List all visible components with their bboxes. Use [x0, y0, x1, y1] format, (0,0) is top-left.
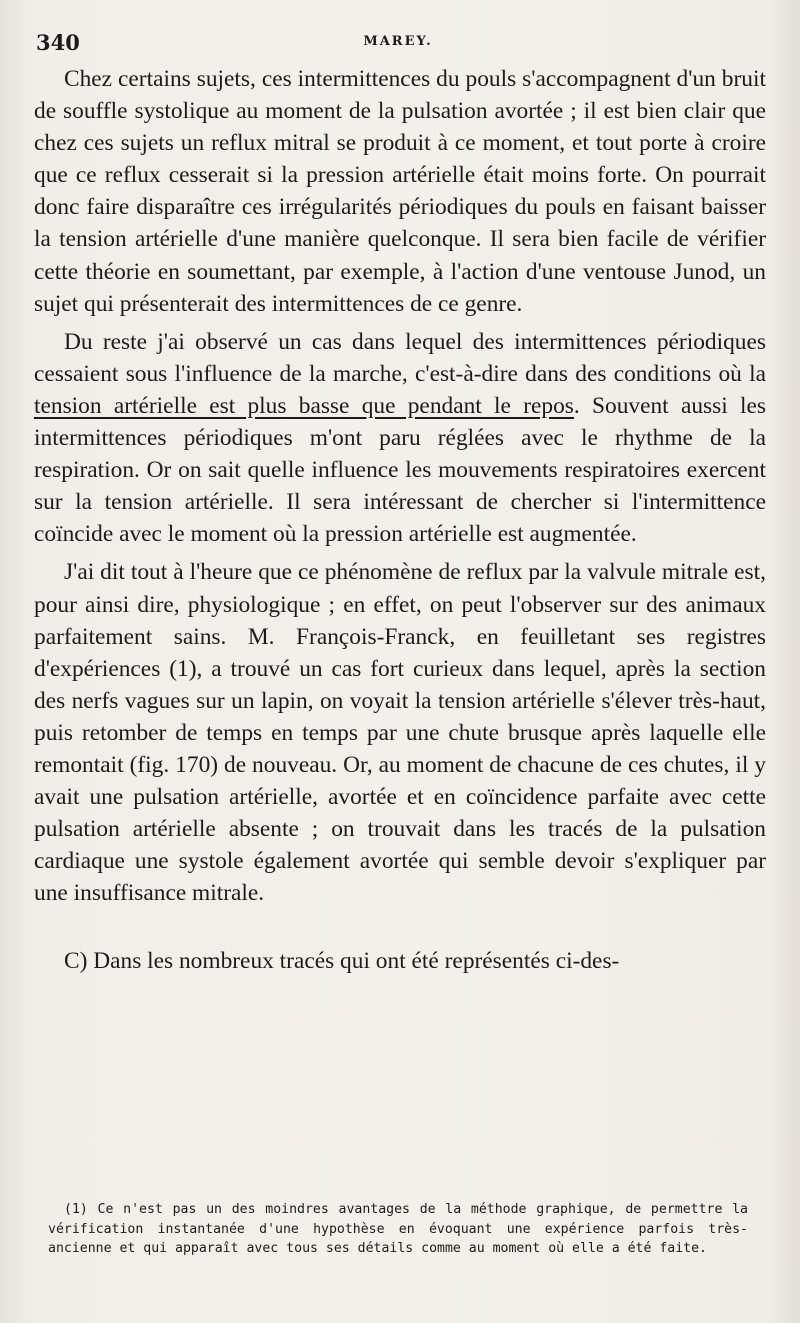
paragraph-3: J'ai dit tout à l'heure que ce phénomène de reflux par la valvule mitrale est, pour ainsi dire, physiologique ; en effet, on peut l'observer sur des animaux parfaitement sains. M. François-Franck, en feuilletant ses registres d'expériences (1), a trouvé un cas fort curieux dans lequel, après la section des nerfs vagues sur un lapin, on voyait la tension artérielle s'élever très-haut, puis retomber de temps en temps par une chute brusque après laquelle elle remontait (fig. 170) de nouveau. Or, au moment de chacune de ces chutes, il y avait une pulsation artérielle, avortée et en coïncidence parfaite avec cette pulsation artérielle absente ; on trouvait dans les tracés de la pulsation cardiaque une systole également avortée qui semble devoir s'expliquer par une insuffisance mitrale. [34, 559, 766, 907]
page-header [36, 30, 760, 60]
underlined-phrase: tension artérielle est plus basse que pendant le repos [34, 392, 574, 419]
paragraph-2-start: Du reste j'ai observé un cas dans lequel des intermittences périodiques cessaient sous l'influence de la marche, c'est-à-dire dans des conditions où la [34, 328, 766, 387]
footnotes [48, 1200, 748, 1259]
paragraph-2-end: . Souvent aussi les intermittences périodiques m'ont paru réglées avec le rhythme de la respiration. Or on sait quelle influence les mouvements respiratoires exercent sur la tension artérielle. Il sera intéressant de chercher si l'intermittence coïncide avec le moment où la pression artérielle est augmentée. [34, 392, 767, 548]
footnote-1: (1) Ce n'est pas un des moindres avantages de la méthode graphique, de permettre la vérification instantanée d'une hypothèse en évoquant une expérience parfois très-ancienne et qui apparaît avec tous ses détails comme au moment où elle a été faite. [48, 1202, 748, 1256]
paragraph-4: C) Dans les nombreux tracés qui ont été représentés ci-des- [64, 948, 620, 975]
page-number: 340 [36, 30, 80, 55]
paragraph-2 [34, 326, 766, 551]
paragraph-1: Chez certains sujets, ces intermittences du pouls s'accompagnent d'un bruit de souffle systolique au moment de la pulsation avortée ; il est bien clair que chez ces sujets un reflux mitral se produit à ce moment, et tout porte à croire que ce reflux cesserait si la pression artérielle était moins forte. On pourrait donc faire disparaître ces irrégularités périodiques du pouls en faisant baisser la tension artérielle d'une manière quelconque. Il sera bien facile de vérifier cette théorie en soumettant, par exemple, à l'action d'une ventouse Junod, un sujet qui présenterait des intermittences de ce genre. [34, 66, 766, 317]
running-head: MAREY. [363, 34, 433, 49]
body-text [34, 63, 766, 978]
